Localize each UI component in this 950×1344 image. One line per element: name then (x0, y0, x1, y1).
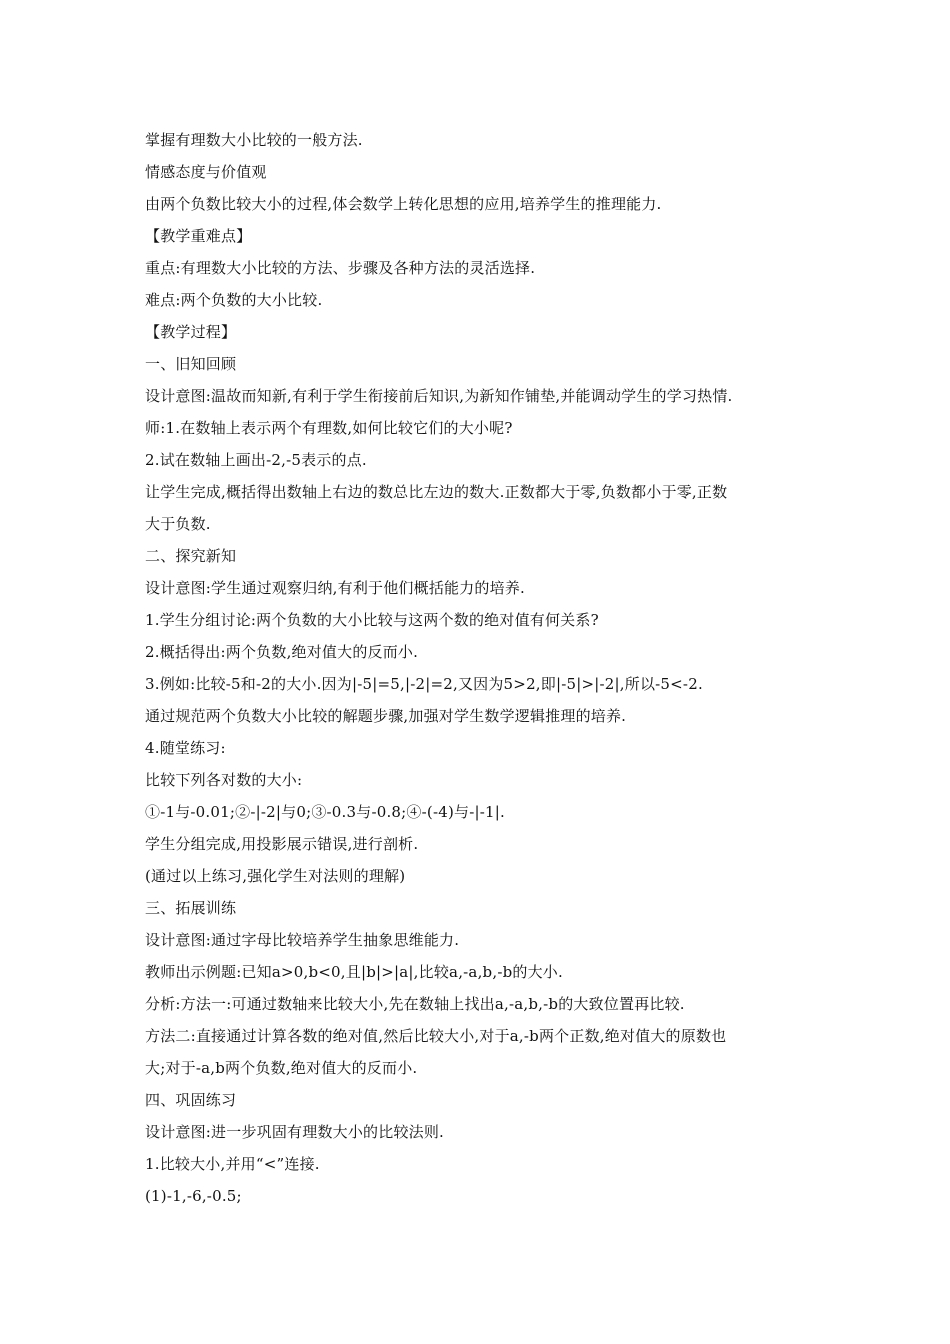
text-line: 1.比较大小,并用“<”连接. (145, 1155, 320, 1173)
text-line: 掌握有理数大小比较的一般方法. (145, 131, 363, 149)
text-line: 让学生完成,概括得出数轴上右边的数总比左边的数大.正数都大于零,负数都小于零,正数 (145, 483, 728, 501)
text-line: (通过以上练习,强化学生对法则的理解) (145, 867, 406, 885)
text-line: 比较下列各对数的大小: (145, 771, 303, 789)
text-line: 难点:两个负数的大小比较. (145, 291, 323, 309)
document-page (145, 124, 815, 1212)
text-line: 设计意图:通过字母比较培养学生抽象思维能力. (145, 931, 460, 949)
text-line: 1.学生分组讨论:两个负数的大小比较与这两个数的绝对值有何关系? (145, 611, 599, 629)
text-line: 4.随堂练习: (145, 739, 226, 757)
text-line: 重点:有理数大小比较的方法、步骤及各种方法的灵活选择. (145, 259, 536, 277)
text-line: 学生分组完成,用投影展示错误,进行剖析. (145, 835, 419, 853)
text-line: ①-1与-0.01;②-|-2|与0;③-0.3与-0.8;④-(-4)与-|-1|. (145, 803, 505, 821)
section-subtitle: 四、巩固练习 (145, 1091, 237, 1109)
section-subtitle: 情感态度与价值观 (145, 163, 267, 181)
text-line: 由两个负数比较大小的过程,体会数学上转化思想的应用,培养学生的推理能力. (145, 195, 662, 213)
section-heading: 【教学过程】 (145, 323, 237, 341)
text-line: 设计意图:进一步巩固有理数大小的比较法则. (145, 1123, 445, 1141)
text-line: 教师出示例题:已知a>0,b<0,且|b|>|a|,比较a,-a,b,-b的大小. (145, 963, 563, 981)
text-line: 通过规范两个负数大小比较的解题步骤,加强对学生数学逻辑推理的培养. (145, 707, 627, 725)
text-line: 方法二:直接通过计算各数的绝对值,然后比较大小,对于a,-b两个正数,绝对值大的原数也 (145, 1027, 727, 1045)
section-subtitle: 一、旧知回顾 (145, 355, 237, 373)
section-heading: 【教学重难点】 (145, 227, 252, 245)
text-line: 分析:方法一:可通过数轴来比较大小,先在数轴上找出a,-a,b,-b的大致位置再比较. (145, 995, 685, 1013)
section-subtitle: 二、探究新知 (145, 547, 237, 565)
text-line: (1)-1,-6,-0.5; (145, 1187, 242, 1205)
text-line: 2.概括得出:两个负数,绝对值大的反而小. (145, 643, 419, 661)
section-subtitle: 三、拓展训练 (145, 899, 237, 917)
text-line: 2.试在数轴上画出-2,-5表示的点. (145, 451, 367, 469)
text-line: 师:1.在数轴上表示两个有理数,如何比较它们的大小呢? (145, 419, 513, 437)
text-line: 大于负数. (145, 515, 211, 533)
text-line: 设计意图:温故而知新,有利于学生衔接前后知识,为新知作铺垫,并能调动学生的学习热情. (145, 387, 733, 405)
text-line: 大;对于-a,b两个负数,绝对值大的反而小. (145, 1059, 418, 1077)
text-line: 3.例如:比较-5和-2的大小.因为|-5|=5,|-2|=2,又因为5>2,即|-5|>|-2|,所以-5<-2. (145, 675, 703, 693)
text-line: 设计意图:学生通过观察归纳,有利于他们概括能力的培养. (145, 579, 525, 597)
